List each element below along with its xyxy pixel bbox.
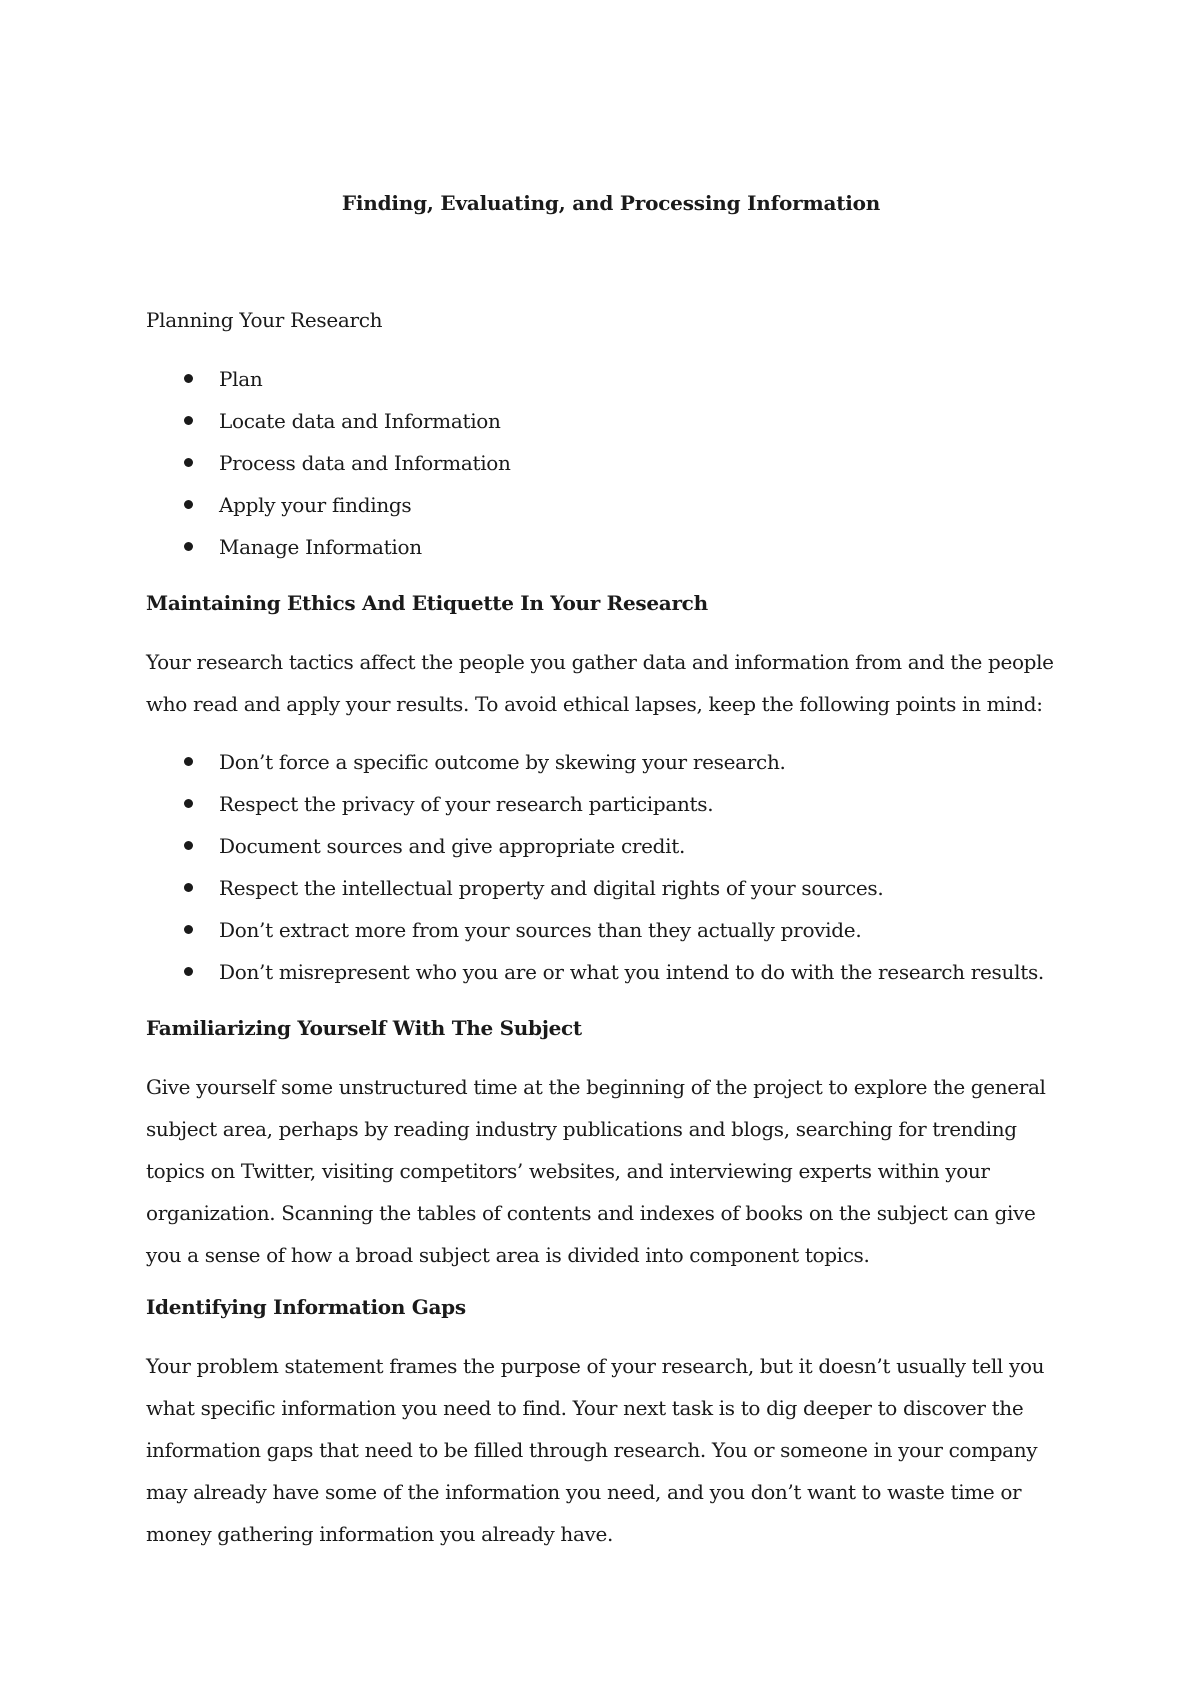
bullet-icon	[184, 757, 193, 766]
bullet-icon	[184, 542, 193, 551]
list-item	[146, 951, 1076, 993]
familiarizing-paragraph: Give yourself some unstructured time at the beginning of the project to explore the general subject area, perhaps by reading industry publications and blogs, searching for trending topics on Twitter, visiting competitors’ websites, and interviewing experts within your organization. Scanning the tables of contents and indexes of books on the subject can give you a sense of how a broad subject area is divided into component topics.	[146, 1075, 1046, 1267]
list-item	[146, 526, 1076, 568]
list-item-text: Respect the intellectual property and digital rights of your sources.	[219, 876, 884, 900]
bullet-icon	[184, 458, 193, 467]
planning-label: Planning Your Research	[146, 308, 383, 332]
list-item	[146, 867, 1076, 909]
list-item-text: Don’t extract more from your sources than they actually provide.	[219, 918, 862, 942]
gaps-heading: Identifying Information Gaps	[146, 1295, 466, 1319]
list-item	[146, 741, 1076, 783]
planning-list	[146, 358, 1076, 568]
list-item-text: Don’t force a specific outcome by skewing your research.	[219, 750, 786, 774]
document-title: Finding, Evaluating, and Processing Information	[341, 191, 881, 215]
bullet-icon	[184, 841, 193, 850]
ethics-paragraph: Your research tactics affect the people you gather data and information from and the people who read and apply your results. To avoid ethical lapses, keep the following points in mind:	[146, 650, 1054, 716]
list-item-text: Locate data and Information	[219, 409, 501, 433]
list-item-text: Plan	[219, 367, 263, 391]
bullet-icon	[184, 883, 193, 892]
list-item-text: Document sources and give appropriate credit.	[219, 834, 686, 858]
bullet-icon	[184, 374, 193, 383]
bullet-icon	[184, 416, 193, 425]
list-item	[146, 358, 1076, 400]
bullet-icon	[184, 925, 193, 934]
list-item	[146, 484, 1076, 526]
list-item	[146, 909, 1076, 951]
list-item	[146, 825, 1076, 867]
bullet-icon	[184, 500, 193, 509]
document-body	[146, 188, 1076, 1571]
gaps-paragraph: Your problem statement frames the purpose of your research, but it doesn’t usually tell you what specific information you need to find. Your next task is to dig deeper to discover the information gaps that need to be filled through research. You or someone in your company may already have some of the information you need, and you don’t want to waste time or money gathering information you already have.	[146, 1354, 1045, 1546]
list-item	[146, 442, 1076, 484]
list-item	[146, 400, 1076, 442]
list-item-text: Respect the privacy of your research participants.	[219, 792, 714, 816]
list-item-text: Manage Information	[219, 535, 422, 559]
familiarizing-heading: Familiarizing Yourself With The Subject	[146, 1016, 582, 1040]
bullet-icon	[184, 967, 193, 976]
list-item-text: Apply your findings	[219, 493, 412, 517]
ethics-heading: Maintaining Ethics And Etiquette In Your Research	[146, 591, 708, 615]
bullet-icon	[184, 799, 193, 808]
list-item-text: Process data and Information	[219, 451, 511, 475]
ethics-list	[146, 741, 1076, 993]
list-item	[146, 783, 1076, 825]
list-item-text: Don’t misrepresent who you are or what you intend to do with the research results.	[219, 960, 1044, 984]
